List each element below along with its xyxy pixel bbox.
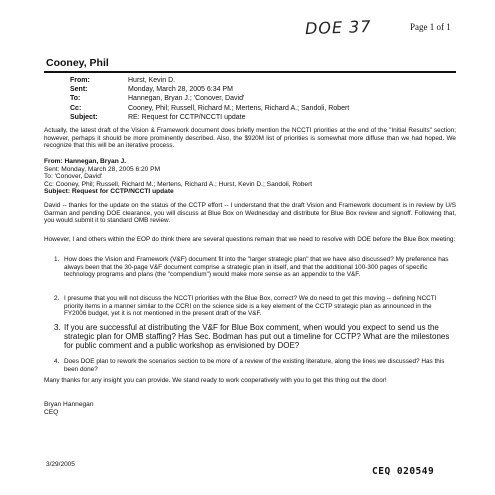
email-header-1: From: Hurst, Kevin D. Sent: Monday, March 28, 2005 6:34 PM To: Hannegan, Bryan J.; 'Conover, David' Cc: Cooney, Phil; Russell, Richard M.; Mertens, Richard A.; Sandoli, Robert Subject: RE: Request for CCTP/NCCTI update [70, 77, 350, 121]
signature-title: CEQ [44, 408, 59, 416]
list-item: 2. I presume that you will not discuss the NCCTI priorities with the Blue Box, correct? We do need to get this moving -- defining NCCTI priority items in a manner similar to the CCRI on the science side is a key element of the CCTP strategic plan as announced in the FY2006 budget, yet it is not mentioned in the present draft of the V&F. [54, 295, 437, 318]
subject-value: RE: Request for CCTP/NCCTI update [128, 113, 246, 121]
list-item: 1. How does the Vision and Framework (V&F) document fit into the "larger strategic plan" that we have also discussed? My preference has always been that the 30-page V&F document comprise a strategic plan in itself, and that the additional 100-300 pages of specific technology programs and plans (the "compendium") would make more sense as an appendix to the V&F. [54, 256, 449, 279]
header2-to: To: 'Conover, David' [44, 173, 103, 181]
from-value: Hurst, Kevin D. [128, 77, 176, 84]
closing-paragraph: Many thanks for any insight you can provide. We stand ready to work cooperatively with you to get this thing out the door! [44, 377, 387, 384]
handwritten-stamp: DOE 37 [304, 16, 372, 39]
email-header-2 [44, 158, 312, 196]
header-rule [44, 71, 456, 73]
header2-subject: Subject: Request for CCTP/NCCTI update [44, 188, 174, 196]
signature-name: Bryan Hannegan [44, 401, 94, 408]
bates-number: CEQ 020549 [372, 466, 435, 477]
list-item: 4. Does DOE plan to rework the scenarios section to be more of a review of the existing literature, along the lines we discussed? Has this been done? [54, 358, 445, 373]
header2-cc: Cc: Cooney, Phil; Russell, Richard M.; Mertens, Richard A.; Hurst, Kevin D.; Sandoli, Robert [44, 180, 313, 188]
signature [44, 401, 94, 417]
paragraph-1: David -- thanks for the update on the status of the CCTP effort -- I understand that the draft Vision and Framework document is in review by U/S Garman and pending DOE clearance, you will discuss at Blue Box on Wednesday and distribute for Blue Box review and signoff. Following that, you would submit it to standard OMB review. [44, 202, 456, 225]
sent-value: Monday, March 28, 2005 6:34 PM [128, 86, 233, 94]
page-number: Page 1 of 1 [410, 22, 451, 32]
list-item: 3. If you are successful at distributing the V&F for Blue Box comment, when would you expect to send us the strategic plan for OMB staffing? Has Sec. Bodman has put out a timeline for CCTP? What are the milestones for public comment and a public workshop as envisioned by DOE? [54, 323, 450, 351]
recipient-name: Cooney, Phil [46, 57, 109, 69]
to-value: Hannegan, Bryan J.; 'Conover, David' [128, 95, 245, 103]
reply-body: Actually, the latest draft of the Vision & Framework document does briefly mention the NCCTI priorities at the end of the "Initial Results" section; however, perhaps it should be more prominently described. Also, the $920M list of priorities is somewhat more diffuse than we had hoped. We recognize that this will be an iterative process. [44, 127, 456, 150]
header2-sent: Sent: Monday, March 28, 2005 6:20 PM [44, 165, 161, 173]
cc-value: Cooney, Phil; Russell, Richard M.; Mertens, Richard A.; Sandoli, Robert [128, 104, 350, 112]
footer-date: 3/29/2005 [46, 461, 75, 468]
header2-from: From: Hannegan, Bryan J. [44, 158, 127, 165]
paragraph-2: However, I and others within the EOP do think there are several questions remain that we need to resolve with DOE before the Blue Box meeting: [44, 236, 456, 243]
